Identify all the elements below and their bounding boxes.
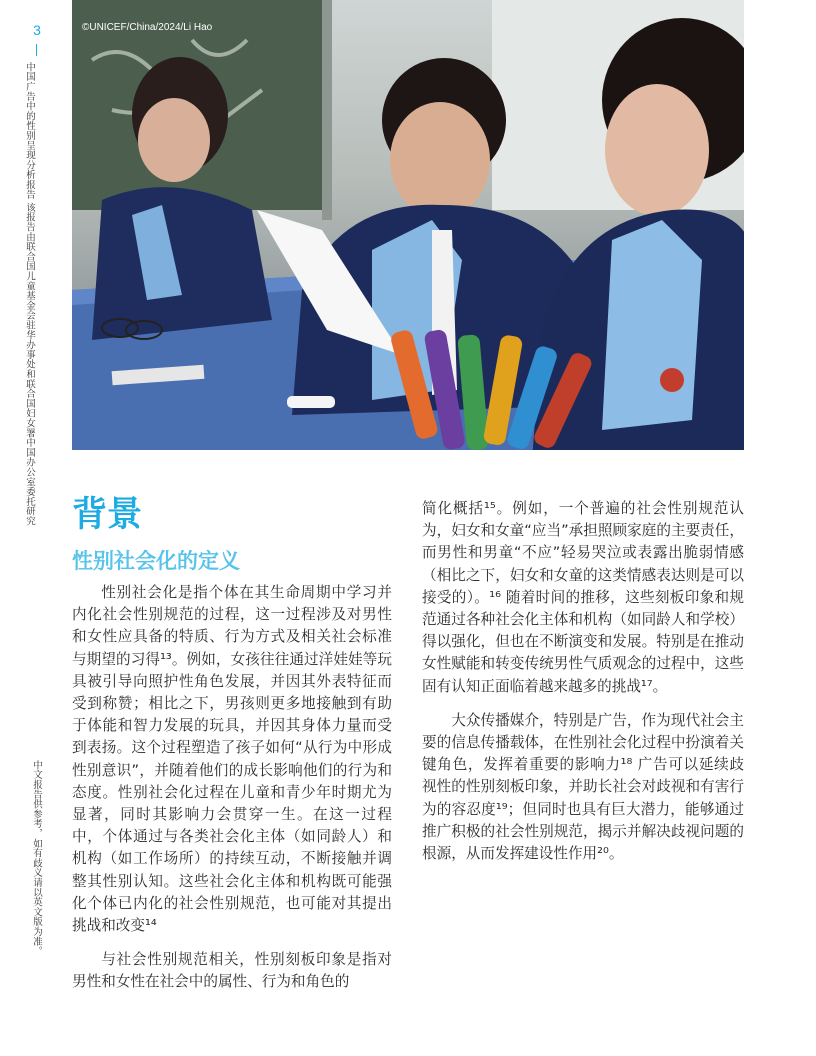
classroom-photo-illustration [72, 0, 744, 450]
paragraph-mass-media: 大众传播媒介，特别是广告，作为现代社会主要的信息传播载体，在性别社会化过程中扮演着关键角色，发挥着重要的影响力¹⁸ 广告可以延续歧视性的性别刻板印象，并助长社会对歧视和有害行为的容忍度¹⁹；但同时也具有巨大潜力，能够通过推广积极的社会性别规范，揭示并解决歧视问题的根源，从而发挥建设性作用²⁰。 [422, 711, 744, 863]
section-title: 背景 [72, 495, 143, 535]
page-number: 3 [33, 22, 41, 38]
paragraph-stereotypes-continued: 简化概括¹⁵。例如，一个普遍的社会性别规范认为，妇女和女童“应当”承担照顾家庭的主要责任，而男性和男童“不应”轻易哭泣或表露出脆弱情感（相比之下，妇女和女童的这类情感表达则是可以接受的）。¹⁶ 随着时间的推移，这些刻板印象和规范通过各种社会化主体和机构（如同龄人和学校）得以强化，但也在不断演变和发展。特别是在推动女性赋能和转变传统男性气质观念的过程中，这些固有认知正面临着越来越多的挑战¹⁷。 [422, 500, 744, 695]
section-subtitle: 性别社会化的定义 [72, 549, 240, 573]
paragraph-stereotypes-start: 与社会性别规范相关，性别刻板印象是指对男性和女性在社会中的属性、行为和角色的 [72, 951, 392, 991]
right-column [422, 498, 744, 865]
paragraph-gender-socialization: 性别社会化是指个体在其生命周期中学习并内化社会性别规范的过程，这一过程涉及对男性和女性应具备的特质、行为方式及相关社会标准与期望的习得¹³。例如，女孩往往通过洋娃娃等玩具被引导向照护性角色发展，并因其外表特征而受到称赞；相比之下，男孩则更多地接触到有助于体能和智力发展的玩具，并因其身体力量而受到表扬。这个过程塑造了孩子如何“从行为中形成性别意识”，并随着他们的成长影响他们的行为和态度。性别社会化过程在儿童和青少年时期尤为显著，同时其影响力会贯穿一生。在这一过程中，个体通过与各类社会化主体（如同龄人）和机构（如工作场所）的持续互动，不断接触并调整其性别认知。这些社会化主体和机构既可能强化个体已内化的社会性别规范，也可能对其提出挑战和改变¹⁴ [72, 584, 392, 935]
page-number-rule [36, 44, 37, 56]
hero-photo [72, 0, 744, 450]
photo-credit: ©UNICEF/China/2024/Li Hao [82, 22, 213, 33]
left-column [72, 492, 392, 994]
report-side-note: 中国广告中的性别呈现分析报告 该报告由联合国儿童基金会驻华办事处和联合国妇女署中国办公室委托研究 [24, 62, 35, 526]
language-disclaimer: 中文报告供参考，如有歧义请以英文版为准。 [31, 760, 42, 956]
